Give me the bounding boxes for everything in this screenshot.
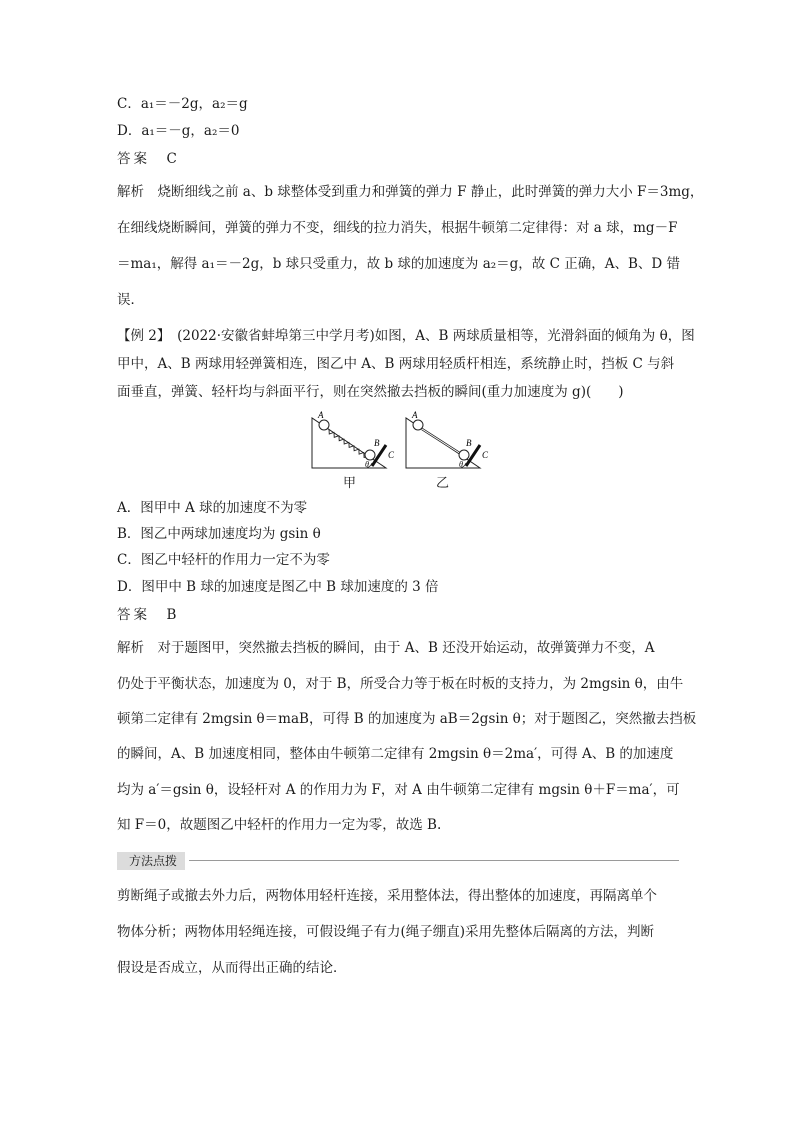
analysis-line: 仍处于平衡状态，加速度为 0，对于 B，所受合力等于板在时板的支持力，为 2mgsin θ，由牛 (117, 676, 684, 692)
answer-label: 答案 B (117, 607, 180, 623)
spring (327, 429, 368, 459)
incline-jia (312, 410, 395, 469)
ball-a-circle (319, 420, 329, 430)
question-line: 面垂直，弹簧、轻杆均与斜面平行，则在突然撤去挡板的瞬间(重力加速度为 g)( ) (117, 384, 624, 400)
method-line: 物体分析；两物体用轻绳连接，可假设绳子有力(绳子绷直)采用先整体后隔离的方法，判断 (117, 924, 655, 940)
analysis-line: 知 F＝0，故题图乙中轻杆的作用力一定为零，故选 B. (117, 817, 442, 833)
label-theta: θ (365, 460, 369, 469)
option-a: A．图甲中 A 球的加速度不为零 (117, 500, 308, 516)
answer-label: 答案 C (117, 151, 180, 167)
label-theta: θ (459, 460, 463, 469)
caption-yi: 乙 (436, 476, 450, 491)
divider (189, 860, 679, 861)
ball-a-circle (413, 420, 423, 430)
label-b: B (374, 438, 380, 448)
caption-jia: 甲 (343, 476, 357, 491)
analysis-line: 在细线烧断瞬间，弹簧的弹力不变，细线的拉力消失，根据牛顿第二定律得：对 a 球，mg－F (117, 220, 678, 236)
question-line: 甲中，A、B 两球用轻弹簧相连，图乙中 A、B 两球用轻质杆相连，系统静止时，挡板 C 与斜 (117, 356, 675, 372)
ball-b-circle (365, 450, 375, 460)
option-d: D．a₁＝－g，a₂＝0 (117, 123, 240, 139)
analysis-line: 误． (117, 292, 144, 308)
method-tip-title: 方法点拨 (117, 852, 185, 870)
option-d: D．图甲中 B 球的加速度是图乙中 B 球加速度的 3 倍 (117, 579, 439, 595)
label-a: A (318, 410, 324, 420)
analysis-line: 顿第二定律有 2mgsin θ＝maB，可得 B 的加速度为 aB＝2gsin θ；对于题图乙，突然撤去挡板 (117, 711, 697, 727)
analysis-line: ＝ma₁，解得 a₁＝－2g，b 球只受重力，故 b 球的加速度为 a₂＝g，故 C 正确，A、B、D 错 (117, 256, 680, 272)
analysis-line: 解析 烧断细线之前 a、b 球整体受到重力和弹簧的弹力 F 静止，此时弹簧的弹力大小 F＝3mg， (117, 184, 704, 200)
method-line: 假设是否成立，从而得出正确的结论． (117, 960, 347, 976)
method-line: 剪断绳子或撤去外力后，两物体用轻杆连接，采用整体法，得出整体的加速度，再隔离单个 (117, 888, 657, 904)
question-line: 【例 2】 (2022·安徽省蚌埠第三中学月考)如图，A、B 两球质量相等，光滑斜面的倾角为 θ，图 (117, 328, 695, 344)
label-c: C (388, 450, 395, 460)
label-a: A (412, 410, 418, 420)
method-tip-header (117, 850, 679, 872)
label-c: C (482, 450, 489, 460)
option-c: C．a₁＝－2g，a₂＝g (117, 96, 248, 112)
ball-b-circle (459, 450, 469, 460)
analysis-line: 均为 a′＝gsin θ，设轻杆对 A 的作用力为 F，对 A 由牛顿第二定律有 mgsin θ＋F＝ma′，可 (117, 782, 680, 798)
incline-yi (406, 410, 489, 469)
option-b: B．图乙中两球加速度均为 gsin θ (117, 526, 321, 542)
option-c: C．图乙中轻杆的作用力一定不为零 (117, 552, 330, 568)
physics-diagram (300, 408, 500, 490)
analysis-line: 解析 对于题图甲，突然撤去挡板的瞬间，由于 A、B 还没开始运动，故弹簧弹力不变，A (117, 640, 655, 656)
analysis-line: 的瞬间，A、B 加速度相同，整体由牛顿第二定律有 2mgsin θ＝2ma′，可得 A、B 的加速度 (117, 746, 674, 762)
label-b: B (466, 438, 472, 448)
